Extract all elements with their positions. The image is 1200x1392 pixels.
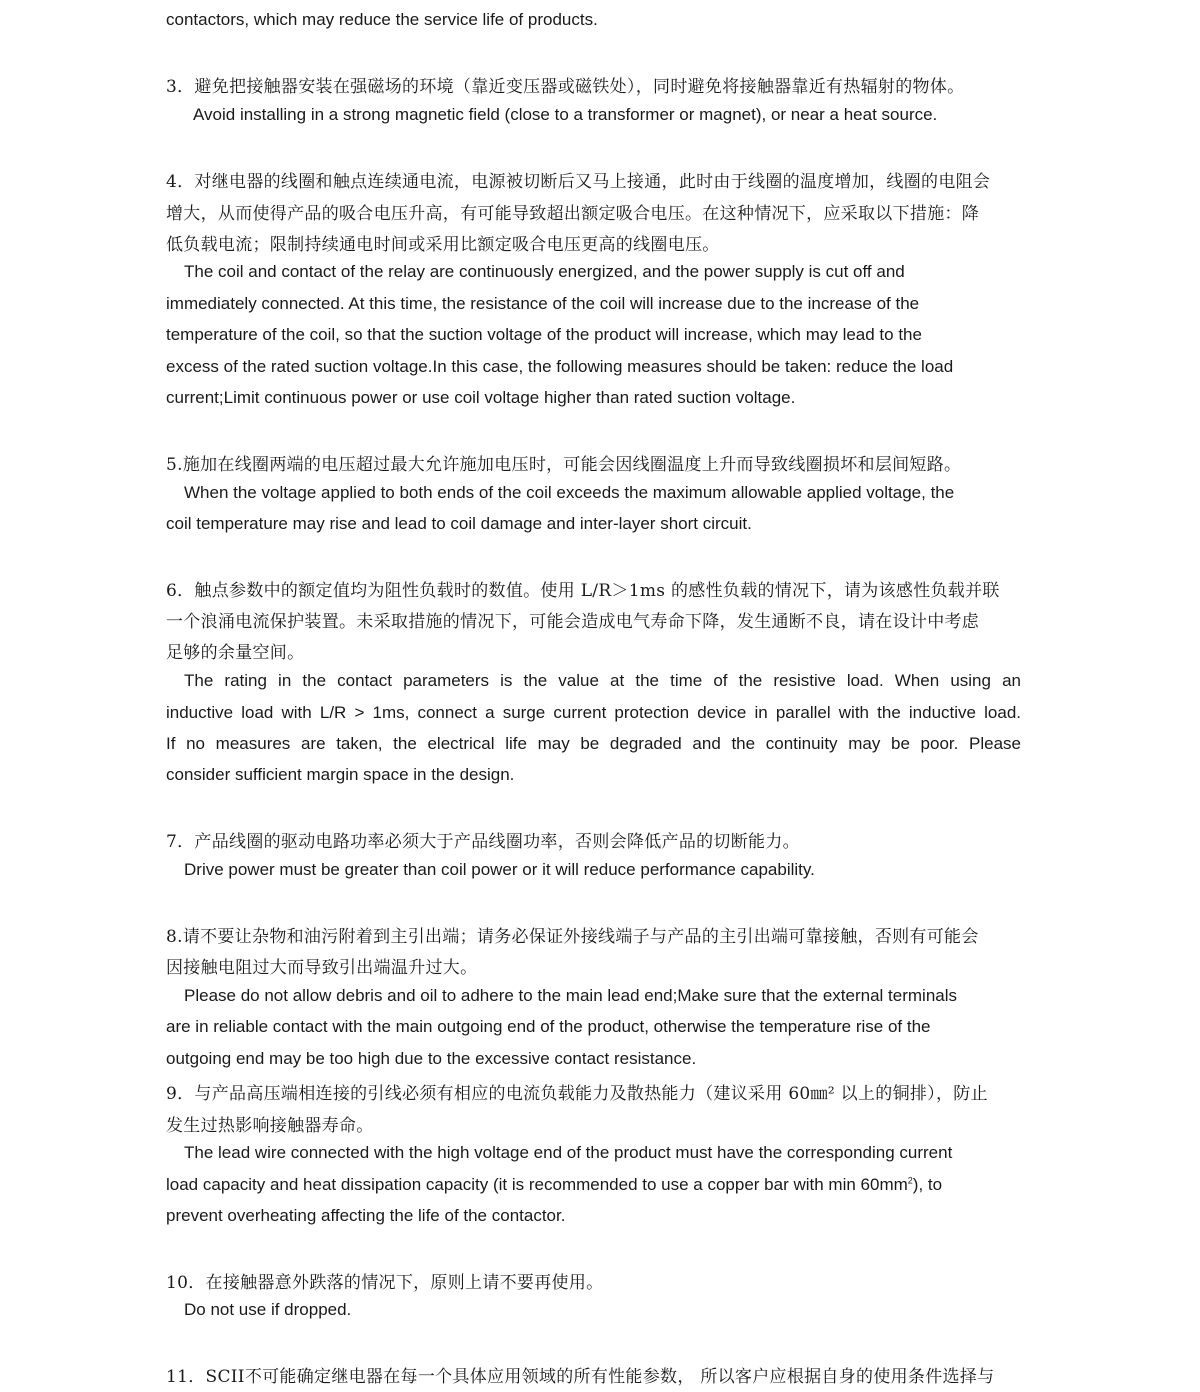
item-6-zh-line-3: 足够的余量空间。 (166, 643, 305, 663)
item-5-zh: 5.施加在线圈两端的电压超过最大允许施加电压时，可能会因线圈温度上升而导致线圈损坏和层间短路。 (166, 455, 962, 475)
item-8-en-line-2: are in reliable contact with the main outgoing end of the product, otherwise the temperature rise of the (166, 1017, 931, 1036)
item-6-en-line-1: The rating in the contact parameters is the value at the time of the resistive load. When using an (184, 671, 1021, 690)
item-6-zh-line-2: 一个浪涌电流保护装置。未采取措施的情况下，可能会造成电气寿命下降，发生通断不良，请在设计中考虑 (166, 612, 980, 632)
item-6-zh-line-1: 6．触点参数中的额定值均为阻性负载时的数值。使用 L/R＞1ms 的感性负载的情况下，请为该感性负载并联 (166, 581, 1000, 601)
item-3-en: Avoid installing in a strong magnetic field (close to a transformer or magnet), or near a heat source. (193, 105, 938, 124)
item-10-en: Do not use if dropped. (184, 1300, 352, 1319)
item-6-en-line-3: If no measures are taken, the electrical life may be degraded and the continuity may be poor. Please (166, 734, 1021, 753)
item-10-zh: 10．在接触器意外跌落的情况下，原则上请不要再使用。 (166, 1273, 604, 1293)
item-9-en-line-2 (166, 1175, 942, 1195)
item-4-en-line-3: temperature of the coil, so that the suction voltage of the product will increase, which may lead to the (166, 325, 922, 344)
item-9-en-line-3: prevent overheating affecting the life of the contactor. (166, 1206, 566, 1225)
item-7-zh: 7．产品线圈的驱动电路功率必须大于产品线圈功率，否则会降低产品的切断能力。 (166, 832, 800, 852)
item-4-en-line-1: The coil and contact of the relay are continuously energized, and the power supply is cut off and (184, 262, 905, 281)
item-4-en-line-2: immediately connected. At this time, the resistance of the coil will increase due to the increase of the (166, 294, 920, 313)
item-8-zh-line-2: 因接触电阻过大而导致引出端温升过大。 (166, 958, 478, 978)
item-9-en-line-1: The lead wire connected with the high voltage end of the product must have the corresponding current (184, 1143, 953, 1162)
item-4-zh-line-2: 增大，从而使得产品的吸合电压升高，有可能导致超出额定吸合电压。在这种情况下，应采取以下措施：降 (166, 204, 980, 224)
item-4-zh-line-3: 低负载电流；限制持续通电时间或采用比额定吸合电压更高的线圈电压。 (166, 235, 720, 255)
item-9-zh-line-1: 9．与产品高压端相连接的引线必须有相应的电流负载能力及散热能力（建议采用 60㎜² 以上的铜排），防止 (166, 1084, 988, 1104)
item-8-en-line-3: outgoing end may be too high due to the excessive contact resistance. (166, 1049, 697, 1068)
superscript-two: 2 (907, 1175, 913, 1186)
item-5-en-line-2: coil temperature may rise and lead to coil damage and inter-layer short circuit. (166, 514, 752, 533)
item-9-en-line-2-text: load capacity and heat dissipation capacity (it is recommended to use a copper bar with min 60mm (166, 1175, 908, 1194)
item-3-zh: 3．避免把接触器安装在强磁场的环境（靠近变压器或磁铁处），同时避免将接触器靠近有热辐射的物体。 (166, 77, 965, 97)
item-7-en: Drive power must be greater than coil power or it will reduce performance capability. (184, 860, 815, 879)
item-8-en-line-1: Please do not allow debris and oil to adhere to the main lead end;Make sure that the external terminals (184, 986, 958, 1005)
item-6-en-line-4: consider sufficient margin space in the design. (166, 765, 515, 784)
item-5-en-line-1: When the voltage applied to both ends of the coil exceeds the maximum allowable applied voltage, the (184, 483, 955, 502)
item-11-zh: 11．SCII不可能确定继电器在每一个具体应用领域的所有性能参数， 所以客户应根据自身的使用条件选择与 (166, 1367, 995, 1387)
item-4-en-line-5: current;Limit continuous power or use coil voltage higher than rated suction voltage. (166, 388, 796, 407)
intro-text: contactors, which may reduce the service life of products. (166, 10, 598, 29)
item-4-zh-line-1: 4．对继电器的线圈和触点连续通电流，电源被切断后又马上接通，此时由于线圈的温度增加，线圈的电阻会 (166, 172, 991, 192)
item-6-en-line-2: inductive load with L/R > 1ms, connect a surge current protection device in parallel with the inductive load. (166, 703, 1021, 722)
item-8-zh-line-1: 8.请不要让杂物和油污附着到主引出端；请务必保证外接线端子与产品的主引出端可靠接触，否则有可能会 (166, 927, 979, 947)
item-9-en-line-2-tail: ), to (912, 1175, 943, 1194)
item-9-zh-line-2: 发生过热影响接触器寿命。 (166, 1116, 374, 1136)
item-4-en-line-4: excess of the rated suction voltage.In this case, the following measures should be taken: reduce the load (166, 357, 954, 376)
